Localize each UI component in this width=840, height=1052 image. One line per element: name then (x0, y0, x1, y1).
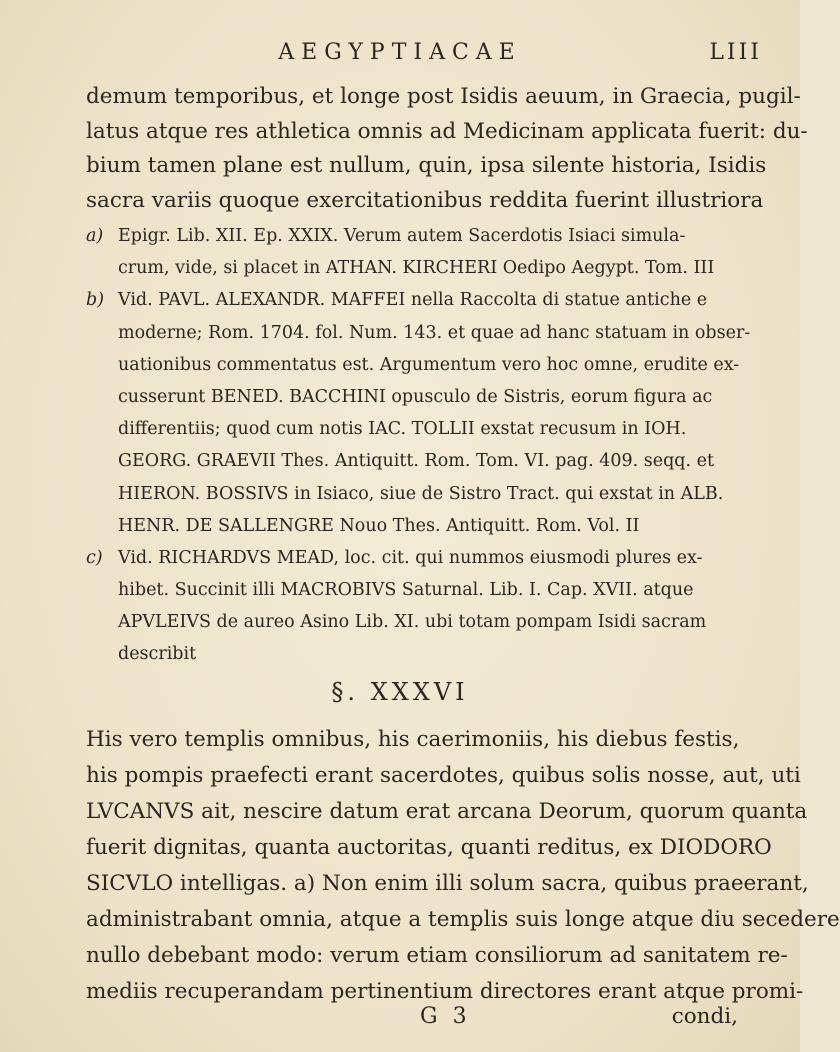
footnotes (86, 220, 756, 671)
footnote-line (86, 220, 756, 252)
footnote-text: moderne; Rom. 1704. fol. Num. 143. et quae ad hanc statuam in obser- (118, 322, 751, 343)
footnote-line (86, 445, 756, 477)
text-line: sacra variis quoque exercitationibus reddita fuerint illustriora (86, 187, 764, 213)
footnote-text: Epigr. Lib. XII. Ep. XXIX. Verum autem Sacerdotis Isiaci simula- (118, 226, 686, 246)
page-number: LIII (709, 40, 762, 65)
footnote-line (86, 638, 756, 670)
text-line: bium tamen plane est nullum, quin, ipsa silente historia, Isidis (86, 153, 767, 179)
footnote-text: HENR. DE SALLENGRE Nouo Thes. Antiquitt. Rom. Vol. II (118, 515, 640, 536)
footnote-line (86, 317, 756, 349)
text-line: LVCANVS ait, nescire datum erat arcana Deorum, quorum quanta (86, 799, 808, 824)
text-line: mediis recuperandam pertinentium directores erant atque promi- (86, 979, 804, 1004)
footnote-line (86, 349, 756, 381)
footnote-text: crum, vide, si placet in ATHAN. KIRCHERI Oedipo Aegypt. Tom. III (118, 258, 715, 279)
footnote-text: Vid. RICHARDVS MEAD, loc. cit. qui nummos eiusmodi plures ex- (118, 547, 703, 568)
footnote-text: describit (118, 644, 197, 665)
running-title: AEGYPTIACAE (278, 40, 522, 65)
text-line: SICVLO intelligas. a) Non enim illi solum sacra, quibus praeerant, (86, 871, 809, 896)
text-line: administrabant omnia, atque a templis suis longe atque diu secedere (86, 907, 840, 932)
footnote-line (86, 574, 756, 606)
footnote-text: APVLEIVS de aureo Asino Lib. XI. ubi totam pompam Isidi sacram (118, 612, 707, 633)
footnote-line (86, 252, 756, 284)
body-text-bottom (86, 722, 840, 1010)
footnote-text: Vid. PAVL. ALEXANDR. MAFFEI nella Raccolta di statue antiche e (118, 290, 708, 311)
footnote-text: HIERON. BOSSIVS in Isiaco, siue de Sistro Tract. qui exstat in ALB. (118, 483, 724, 504)
body-text-top (86, 80, 808, 218)
footnote-mark: a) (86, 226, 104, 246)
footnote-line (86, 606, 756, 638)
footnote-line (86, 478, 756, 510)
footnote-mark: b) (86, 290, 105, 311)
footnote-text: differentiis; quod cum notis IAC. TOLLII exstat recusum in IOH. (118, 419, 687, 440)
footnote-mark: c) (86, 547, 103, 568)
text-line: latus atque res athletica omnis ad Medicinam applicata fuerit: du- (86, 118, 808, 144)
section-heading: §. XXXVI (331, 678, 469, 706)
page-footer (0, 1004, 800, 1040)
footnote-text: cusserunt BENED. BACCHINI opusculo de Sistris, eorum figura ac (118, 386, 713, 407)
running-header (0, 40, 800, 74)
text-line: nullo debebant modo: verum etiam consiliorum ad sanitatem re- (86, 943, 788, 968)
text-line: his pompis praefecti erant sacerdotes, quibus solis nosse, aut, uti (86, 763, 801, 788)
footnote-line (86, 381, 756, 413)
text-line: demum temporibus, et longe post Isidis aeuum, in Graecia, pugil- (86, 84, 801, 109)
footnote-line (86, 510, 756, 542)
catchword: condi, (671, 1004, 738, 1029)
footnote-text: hibet. Succinit illi MACROBIVS Saturnal. Lib. I. Cap. XVII. atque (118, 580, 694, 601)
footnote-line (86, 413, 756, 445)
text-line: fuerit dignitas, quanta auctoritas, quanti reditus, ex DIODORO (86, 835, 772, 860)
footnote-text: uationibus commentatus est. Argumentum vero hoc omne, erudite ex- (118, 354, 740, 375)
footnote-line (86, 542, 756, 574)
text-line: His vero templis omnibus, his caerimoniis, his diebus festis, (86, 727, 740, 752)
footnote-text: GEORG. GRAEVII Thes. Antiquitt. Rom. Tom. VI. pag. 409. seqq. et (118, 451, 714, 472)
signature-mark: G 3 (420, 1004, 471, 1029)
footnote-line (86, 284, 756, 316)
